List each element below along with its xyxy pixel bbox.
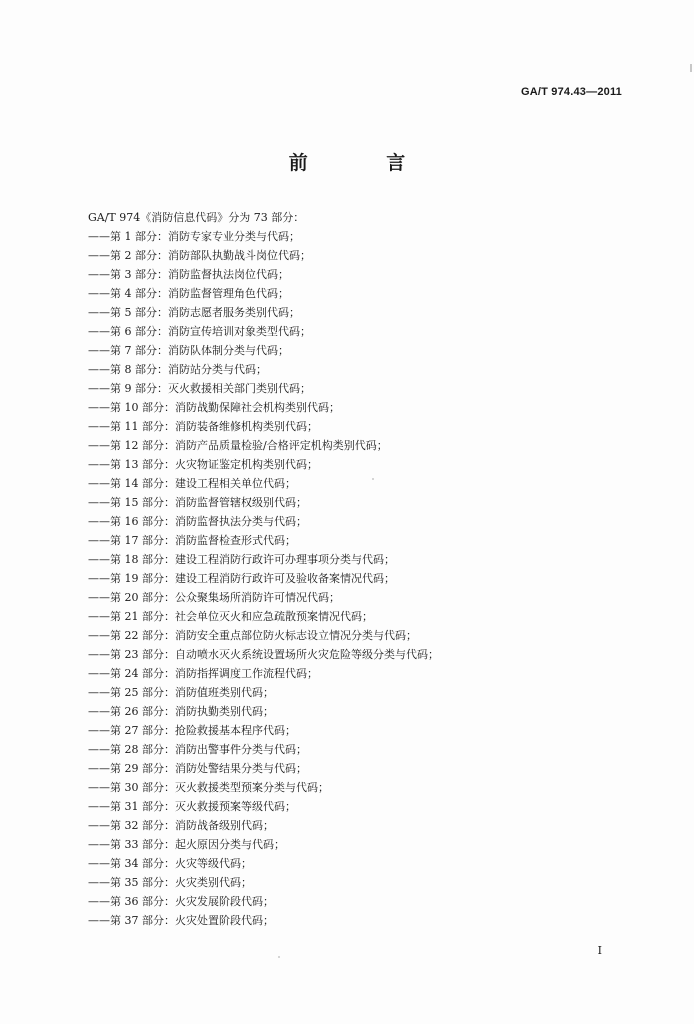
preface-body bbox=[88, 208, 608, 930]
list-item: ——第 18 部分：建设工程消防行政许可办理事项分类与代码； bbox=[88, 553, 395, 566]
page-number: I bbox=[597, 944, 602, 957]
list-item: ——第 24 部分：消防指挥调度工作流程代码； bbox=[88, 667, 318, 680]
list-item: ——第 31 部分：灭火救援预案等级代码； bbox=[88, 800, 296, 813]
list-item: ——第 16 部分：消防监督执法分类与代码； bbox=[88, 515, 307, 528]
list-item: ——第 13 部分：火灾物证鉴定机构类别代码； bbox=[88, 458, 318, 471]
list-item: ——第 27 部分：抢险救援基本程序代码； bbox=[88, 724, 296, 737]
list-item: ——第 21 部分：社会单位灭火和应急疏散预案情况代码； bbox=[88, 610, 373, 623]
section-title: 前 言 bbox=[288, 152, 442, 174]
list-item: ——第 3 部分：消防监督执法岗位代码； bbox=[88, 268, 289, 281]
parts-list bbox=[88, 227, 608, 930]
list-item: ——第 32 部分：消防战备级别代码； bbox=[88, 819, 274, 832]
list-item: ——第 28 部分：消防出警事件分类与代码； bbox=[88, 743, 307, 756]
list-item: ——第 8 部分：消防站分类与代码； bbox=[88, 363, 267, 376]
standard-code-header: GA/T 974.43—2011 bbox=[520, 86, 622, 98]
list-item: ——第 19 部分：建设工程消防行政许可及验收备案情况代码； bbox=[88, 572, 395, 585]
list-item: ——第 37 部分：火灾处置阶段代码； bbox=[88, 914, 274, 927]
list-item: ——第 11 部分：消防装备维修机构类别代码； bbox=[88, 420, 318, 433]
list-item: ——第 35 部分：火灾类别代码； bbox=[88, 876, 252, 889]
list-item: ——第 2 部分：消防部队执勤战斗岗位代码； bbox=[88, 249, 311, 262]
list-item: ——第 7 部分：消防队体制分类与代码； bbox=[88, 344, 289, 357]
preface-intro: GA/T 974《消防信息代码》分为 73 部分： bbox=[88, 211, 305, 224]
list-item: ——第 17 部分：消防监督检查形式代码； bbox=[88, 534, 296, 547]
list-item: ——第 14 部分：建设工程相关单位代码； bbox=[88, 477, 296, 490]
list-item: ——第 9 部分：灭火救援相关部门类别代码； bbox=[88, 382, 311, 395]
list-item: ——第 10 部分：消防战勤保障社会机构类别代码； bbox=[88, 401, 340, 414]
list-item: ——第 34 部分：火灾等级代码； bbox=[88, 857, 252, 870]
list-item: ——第 6 部分：消防宣传培训对象类型代码； bbox=[88, 325, 311, 338]
scan-artifact bbox=[372, 478, 374, 480]
list-item: ——第 5 部分：消防志愿者服务类别代码； bbox=[88, 306, 300, 319]
list-item: ——第 25 部分：消防值班类别代码； bbox=[88, 686, 274, 699]
list-item: ——第 26 部分：消防执勤类别代码； bbox=[88, 705, 274, 718]
list-item: ——第 33 部分：起火原因分类与代码； bbox=[88, 838, 285, 851]
list-item: ——第 20 部分：公众聚集场所消防许可情况代码； bbox=[88, 591, 340, 604]
list-item: ——第 12 部分：消防产品质量检验/合格评定机构类别代码； bbox=[88, 439, 388, 452]
list-item: ——第 30 部分：灭火救援类型预案分类与代码； bbox=[88, 781, 329, 794]
list-item: ——第 36 部分：火灾发展阶段代码； bbox=[88, 895, 274, 908]
list-item: ——第 29 部分：消防处警结果分类与代码； bbox=[88, 762, 307, 775]
scan-artifact bbox=[690, 64, 692, 72]
list-item: ——第 1 部分：消防专家专业分类与代码； bbox=[88, 230, 300, 243]
list-item: ——第 15 部分：消防监督管辖权级别代码； bbox=[88, 496, 307, 509]
list-item: ——第 23 部分：自动喷水灭火系统设置场所火灾危险等级分类与代码； bbox=[88, 648, 439, 661]
list-item: ——第 4 部分：消防监督管理角色代码； bbox=[88, 287, 289, 300]
scan-artifact bbox=[278, 956, 280, 958]
list-item: ——第 22 部分：消防安全重点部位防火标志设立情况分类与代码； bbox=[88, 629, 417, 642]
